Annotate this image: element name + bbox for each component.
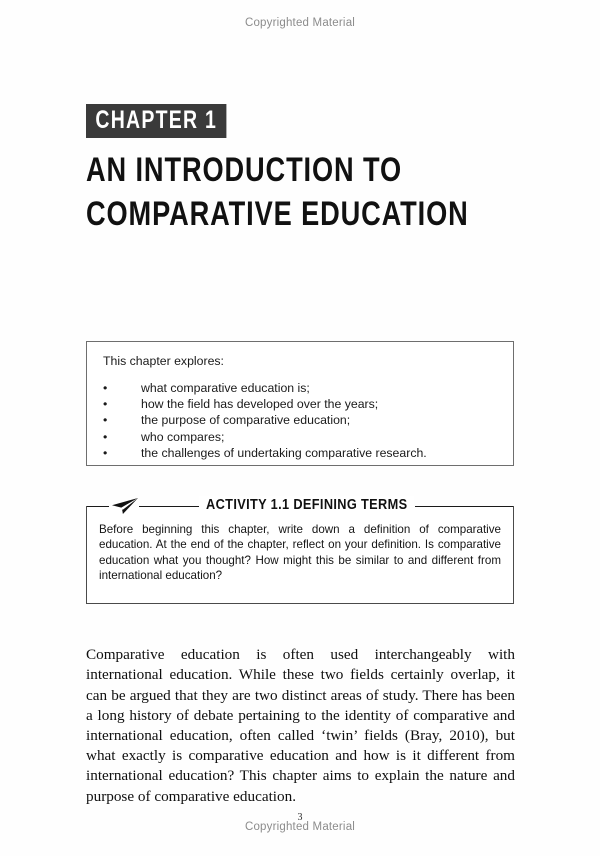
chapter-number-banner: CHAPTER 1 [86,104,226,138]
main-body-paragraph: Comparative education is often used interchangeably with international education. While these two fields certainly overlap, it can be argued that they are two distinct areas of study. There has been a long history of debate pertaining to the identity of comparative and international education, often called ‘twin’ fields (Bray, 2010), but what exactly is comparative education and how is it different from international education? This chapter aims to explain the nature and purpose of comparative education. [86,646,515,805]
activity-title: ACTIVITY 1.1 DEFINING TERMS [199,496,414,515]
activity-rule-left [87,506,109,507]
list-item-label: the purpose of comparative education; [141,413,351,428]
chapter-title-line-1: AN INTRODUCTION TO [86,151,403,189]
chapter-explores-box [86,341,514,466]
activity-box [86,497,514,604]
list-item [103,380,427,396]
list-item-label: what comparative education is; [141,381,310,395]
chapter-explores-intro: This chapter explores: [103,354,224,368]
list-item-label: how the field has developed over the years; [141,397,379,412]
activity-rule-middle [139,506,199,507]
chapter-explores-list [103,380,427,461]
copyright-watermark-top: Copyrighted Material [244,17,356,29]
paper-plane-icon [109,497,139,515]
list-item-label: who compares; [141,429,225,444]
list-item-label: the challenges of undertaking comparative research. [141,445,427,460]
list-item [103,396,427,412]
list-item [103,412,427,428]
chapter-title-line-2: COMPARATIVE EDUCATION [86,195,469,233]
page-title [86,148,469,236]
bullet-icon: • [103,413,108,428]
bullet-icon: • [103,397,108,412]
bullet-icon: • [103,445,108,460]
page-number: 3 [297,812,303,823]
activity-body-text: Before beginning this chapter, write down a definition of comparative education. At the end of the chapter, reflect on your definition. Is comparative education what you thought? How might this be similar to and different from international education? [99,523,501,583]
list-item [103,445,427,461]
bullet-icon: • [103,381,108,395]
activity-rule-right [415,506,513,507]
copyright-watermark-bottom: Copyrighted Material [244,821,356,833]
bullet-icon: • [103,429,108,444]
list-item [103,429,427,445]
